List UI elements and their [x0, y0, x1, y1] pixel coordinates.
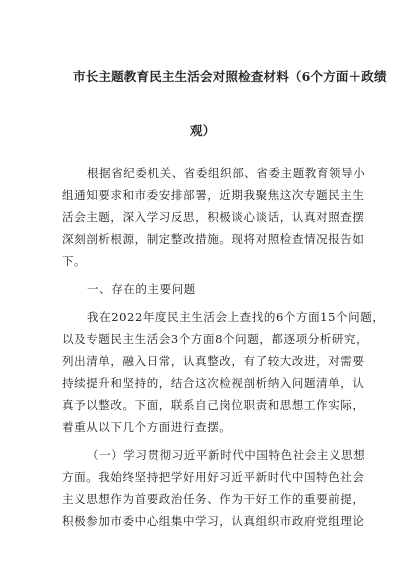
paragraph-line: 组通知要求和市委安排部署，近期我聚焦这次专题民主生	[62, 188, 365, 202]
paragraph-line: 我在2022年度民主生活会上查找的6个方面15个问题，	[87, 310, 385, 324]
paragraph-line: 真予以整改。下面，联系自己岗位职责和思想工作实际，	[62, 398, 365, 412]
paragraph-line: 积极参加市委中心组集中学习，认真组织市政府党组理论	[62, 514, 365, 528]
paragraph-line: 活会主题，深入学习反思，积极谈心谈话，认真对照查摆	[62, 210, 365, 224]
section-heading: 一、存在的主要问题	[87, 282, 196, 296]
document-title-line-1: 市长主题教育民主生活会对照检查材料（6个方面＋政绩	[73, 69, 387, 84]
paragraph-line: 方面。我始终坚持把学好用好习近平新时代中国特色社会	[62, 470, 365, 484]
paragraph-line: 下。	[62, 254, 87, 268]
document-title-line-2: 观）	[190, 123, 216, 138]
paragraph-line: 以及专题民主生活会3个方面8个问题，都逐项分析研究，	[62, 332, 369, 346]
paragraph-line: 持续提升和坚持的，结合这次检视剖析纳入问题清单，认	[62, 376, 365, 390]
paragraph-line: 根据省纪委机关、省委组织部、省委主题教育领导小	[87, 166, 366, 180]
paragraph-line: 列出清单，融入日常，认真整改，有了较大改进，对需要	[62, 354, 365, 368]
paragraph-line: 着重从以下几个方面进行查摆。	[62, 420, 232, 434]
subsection-heading: （一）学习贯彻习近平新时代中国特色社会主义思想	[87, 448, 366, 462]
paragraph-line: 深刻剖析根源，制定整改措施。现将对照检查情况报告如	[62, 232, 365, 246]
paragraph-line: 主义思想作为首要政治任务、作为干好工作的重要前提，	[62, 492, 365, 506]
